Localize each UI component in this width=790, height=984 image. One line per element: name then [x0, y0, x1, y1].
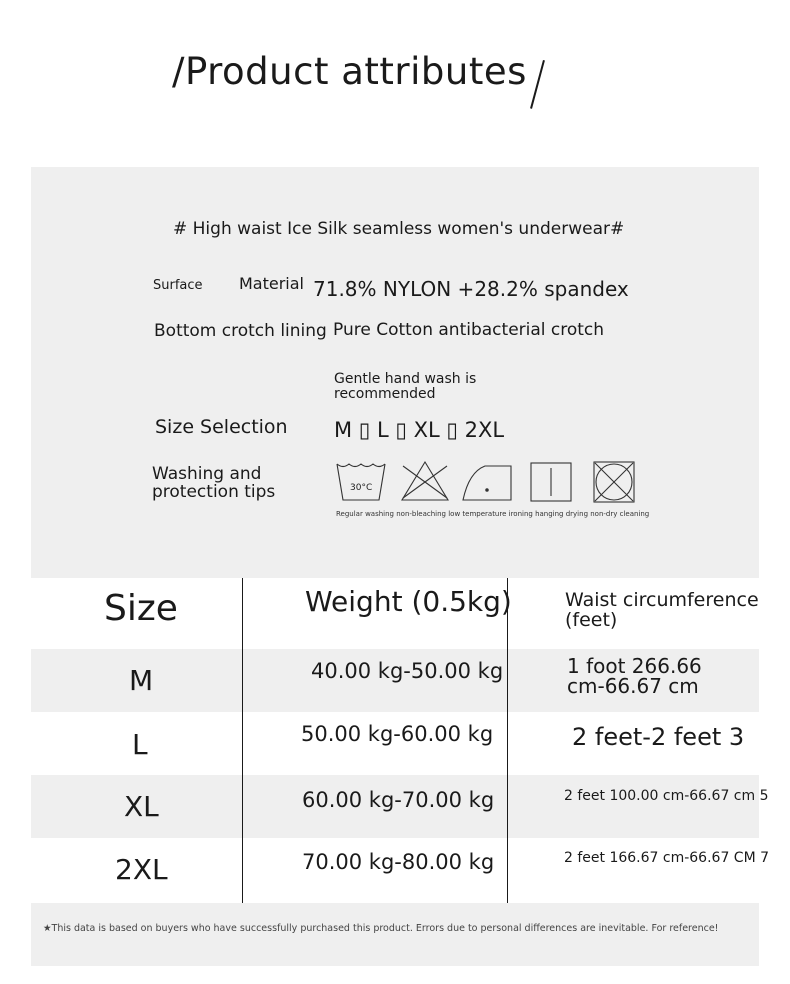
- size-selection-label: Size Selection: [155, 416, 288, 438]
- care-caption: Regular washing non-bleaching low temperature ironing hanging drying non-dry cleaning: [336, 510, 650, 518]
- wash-30c-icon: [337, 464, 385, 500]
- wash-note: Gentle hand wash is recommended: [334, 371, 477, 402]
- size-selection-values: M ▯ L ▯ XL ▯ 2XL: [334, 418, 505, 442]
- care-icons: [335, 460, 640, 504]
- header-size: Size: [104, 588, 178, 629]
- cell-waist: 2 feet 100.00 cm-66.67 cm 5: [564, 788, 769, 804]
- cell-weight: 40.00 kg-50.00 kg: [311, 659, 504, 683]
- wash-temp-label: 30°C: [350, 483, 373, 493]
- cell-size: XL: [124, 790, 159, 823]
- product-heading: # High waist Ice Silk seamless women's underwear#: [173, 219, 625, 239]
- header-waist: Waist circumference (feet): [565, 589, 759, 631]
- cell-weight: 50.00 kg-60.00 kg: [301, 722, 494, 746]
- cell-weight: 60.00 kg-70.00 kg: [302, 788, 495, 812]
- no-bleach-icon: [402, 462, 448, 500]
- material-label: Material: [239, 274, 304, 293]
- low-iron-icon: [463, 466, 511, 500]
- header-weight: Weight (0.5kg): [305, 585, 512, 618]
- no-dry-clean-icon: [594, 462, 634, 502]
- material-value: 71.8% NYLON +28.2% spandex: [313, 277, 629, 301]
- column-divider: [242, 578, 243, 903]
- surface-label: Surface: [153, 278, 203, 293]
- footnote-panel: [31, 903, 759, 966]
- footnote-text: ★This data is based on buyers who have successfully purchased this product. Errors due to personal differences are inevitable. For reference!: [43, 923, 719, 934]
- title-slash-decoration: [535, 60, 537, 108]
- cell-size: M: [129, 664, 154, 697]
- cell-size: L: [132, 728, 148, 761]
- cell-size: 2XL: [115, 853, 168, 886]
- column-divider: [507, 578, 508, 903]
- page-title: /Product attributes: [172, 50, 527, 93]
- hang-dry-icon: [531, 463, 571, 501]
- cell-waist: 2 feet-2 feet 3: [572, 723, 745, 751]
- cell-waist: 2 feet 166.67 cm-66.67 CM 7: [564, 850, 770, 866]
- lining-value: Pure Cotton antibacterial crotch: [333, 320, 605, 340]
- cell-weight: 70.00 kg-80.00 kg: [302, 850, 495, 874]
- lining-label: Bottom crotch lining: [154, 321, 327, 341]
- washing-tips-label: Washing and protection tips: [152, 464, 276, 502]
- cell-waist: 1 foot 266.66 cm-66.67 cm: [567, 654, 702, 698]
